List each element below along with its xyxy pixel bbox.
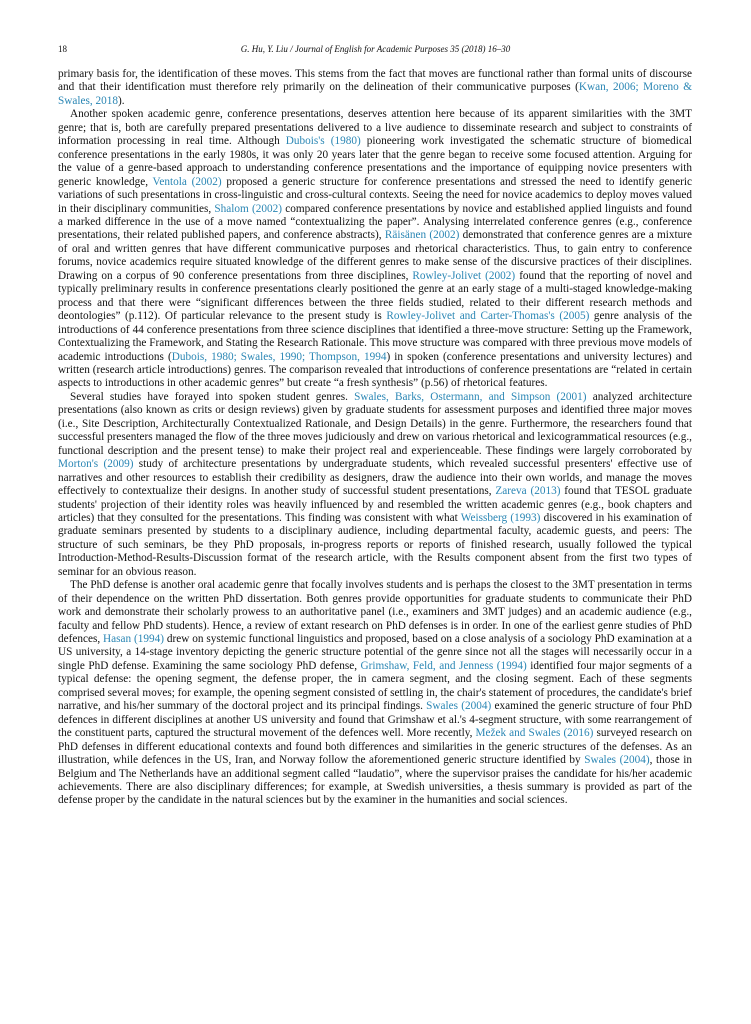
page-header — [58, 44, 693, 58]
paragraph-text: surveyed research on PhD defenses in different educational contexts and found both differences and similarities in the generic structures of the defenses. As an illustration, while defences in the US, Iran, and Norway follow the aforementioned generic structure identified by — [58, 727, 692, 767]
paragraph-text: study of architecture presentations by undergraduate students, which revealed successful presenters' effective use of narratives and other resources to establish their credibility as designers, draw the audience into their own worlds, and manage the moves effectively to contextualize their designs. In another study of successful student presentations, — [58, 458, 693, 498]
paragraph-text: drew on systemic functional linguistics and proposed, based on a close analysis of a sociology PhD examination at a US university, a 14-stage inventory depicting the generic structure potential of the genre since not all the stages will necessarily occur in a single PhD defense. Examining the same sociology PhD defense, — [58, 633, 692, 672]
paragraph-text: pioneering work investigated the schematic structure of biomedical conference presentations in the early 1980s, it was only 20 years later that the genre began to receive some focused attention. Arguing for the value of a genre-based approach to understanding conference presentations and the importance of equipping novice presenters with generic knowledge, — [58, 135, 692, 188]
citation-link[interactable]: Swales, Barks, Ostermann, and Simpson (2001) — [354, 390, 587, 403]
citation-link[interactable]: Rowley-Jolivet (2002) — [412, 269, 516, 282]
citation-link[interactable]: Mežek and Swales (2016) — [475, 727, 594, 740]
citation-link[interactable]: Dubois's (1980) — [285, 135, 361, 148]
citation-link[interactable]: Rowley-Jolivet and Carter-Thomas's (2005) — [386, 310, 590, 323]
paragraph-text: ) in spoken (conference presentations and university lectures) and written (research article introductions) genres. The comparison revealed that introductions of conference presentations are “related in certain aspects to introductions in other academic genres” but create “a fresh synthesis” (p.56) of rhetorical features. — [58, 350, 692, 390]
citation-link[interactable]: Kwan, 2006; Moreno & Swales, 2018 — [58, 81, 692, 107]
citation-link[interactable]: Zareva (2013) — [495, 485, 561, 498]
article-body — [58, 68, 692, 808]
paragraph — [58, 108, 692, 391]
paragraph-text: examined the generic structure of four PhD defences in different disciplines at another US university and found that Grimshaw et al.'s 4-segment structure, with some rearrangement of the constituent parts, captured the structural movement of the defences well. More recently, — [58, 700, 692, 740]
paragraph-text: ). — [118, 94, 125, 107]
paragraph-text: found that TESOL graduate students' projection of their identity roles was heavily influenced by and resembled the written academic genres (e.g., book chapters and articles) that they consulted for the presentations. This finding was consistent with what — [58, 485, 692, 524]
page-number: 18 — [58, 44, 67, 54]
citation-link[interactable]: Grimshaw, Feld, and Jenness (1994) — [360, 659, 527, 672]
paragraph-text: primary basis for, the identification of these moves. This stems from the fact that moves are functional rather than formal units of discourse and that their identification must therefore rely primarily on the delineation of their communicative purposes ( — [58, 68, 692, 94]
paragraph-text: Another spoken academic genre, conference presentations, deserves attention here because of its apparent similarities with the 3MT genre; that is, both are carefully prepared presentations delivered to a live audience to disseminate research and subject to constraints of information processing in real time. Although — [58, 108, 692, 148]
paragraph-text: Several studies have forayed into spoken student genres. — [70, 390, 355, 403]
paragraph-text: demonstrated that conference genres are a mixture of oral and written genres that have different communicative purposes and rhetorical characteristics. Thus, to gain entry to conference forums, novice academics require situated knowledge of the different genres to make sense of the discursive practices of their disciplines. Drawing on a corpus of 90 conference presentations from three disciplines, — [58, 229, 692, 282]
paragraph-text: The PhD defense is another oral academic genre that focally involves students and is perhaps the closest to the 3MT presentation in terms of their dependence on the written PhD dissertation. Both genres provide opportunities for graduate students to communicate their PhD work and demonstrate their scholarly prowess to an authoritative panel (i.e., examiners and 3MT judges) and an academic audience (e.g., faculty and fellow PhD students). Hence, a review of extant research on PhD defenses is in order. In one of the earliest genre studies of PhD defences, — [58, 579, 692, 646]
paragraph-text: compared conference presentations by novice and established applied linguists and found a marked difference in the use of a move named “contextualizing the paper”. Analysing interrelated conference genres (e.g., conference presentations, their related published papers, and conference abstracts), — [58, 202, 692, 242]
citation-link[interactable]: Dubois, 1980; Swales, 1990; Thompson, 1994 — [171, 350, 387, 363]
paragraph-text: proposed a generic structure for conference presentations and stressed the need to identify generic variations of such presentations in cross-linguistic and cross-cultural contexts. Seeing the need for novice academics to deploy moves valued in their disciplinary communities, — [58, 175, 692, 215]
citation-link[interactable]: Shalom (2002) — [214, 202, 283, 215]
citation-link[interactable]: Räisänen (2002) — [384, 229, 460, 242]
citation-link[interactable]: Ventola (2002) — [152, 175, 222, 188]
citation-link[interactable]: Swales (2004) — [426, 700, 492, 713]
paragraph — [58, 579, 692, 808]
paragraph — [58, 68, 692, 108]
paragraph — [58, 391, 692, 579]
citation-link[interactable]: Weissberg (1993) — [460, 511, 541, 524]
paragraph-text: identified four major segments of a typical defense: the opening segment, the defense proper, the in camera segment, and the closing segment. Each of these segments comprised several moves; for example, the opening segment consisted of settling in, the chair's statement of procedures, the candidate's brief narrative, and his/her summary of the doctoral project and its principal findings. — [58, 659, 692, 713]
running-head: G. Hu, Y. Liu / Journal of English for Academic Purposes 35 (2018) 16–30 — [240, 44, 511, 54]
paragraph-text: , those in Belgium and The Netherlands have an additional segment called “laudatio”, where the supervisor praises the candidate for his/her academic achievements. There are also disciplinary differences; for example, at Swedish universities, a thesis summary is provided as part of the defense proper by the candidate in the natural sciences but by the examiner in the humanities and social sciences. — [58, 754, 692, 807]
citation-link[interactable]: Hasan (1994) — [103, 633, 165, 646]
paragraph-text: discovered in his examination of graduate seminars presented by students to a disciplinary audience, including departmental faculty, academic guests, and peers: The structure of such seminars, be they PhD proposals, in-progress reports or reports of finished research, usually followed the typical Introduction-Method-Results-Discussion format of the research article, with the Results component absent from the first two types of seminar for an obvious reason. — [58, 511, 693, 578]
citation-link[interactable]: Morton's (2009) — [58, 458, 134, 471]
citation-link[interactable]: Swales (2004) — [584, 754, 650, 767]
paragraph-text: genre analysis of the introductions of 44 conference presentations from three science disciplines that identified a three-move structure: Setting up the Framework, Contextualizing the Framework, and Stating the Research Rationale. This move structure was compared with three previous move models of academic introductions ( — [58, 310, 693, 363]
paragraph-text: analyzed architecture presentations (also known as crits or design reviews) given by graduate students for assessment purposes and identified three major moves (i.e., Site Description, Architecturally Contextualized Rationale, and Design Details) in the genre. Furthermore, the researchers found that successful presenters managed the flow of the three moves judiciously and drew on various rhetorical and lexicogrammatical resources (e.g., functional description and the present tense) to make their project real and experienceable. These findings were largely corroborated by — [58, 390, 692, 457]
paragraph-text: found that the reporting of novel and typically preliminary results in conference presentations clearly positioned the genre at an early stage of a multi-staged knowledge-making process and that there were “significant differences between the three fields studied, related to their different research methods and deontologies” (p.112). Of particular relevance to the present study is — [58, 269, 693, 323]
